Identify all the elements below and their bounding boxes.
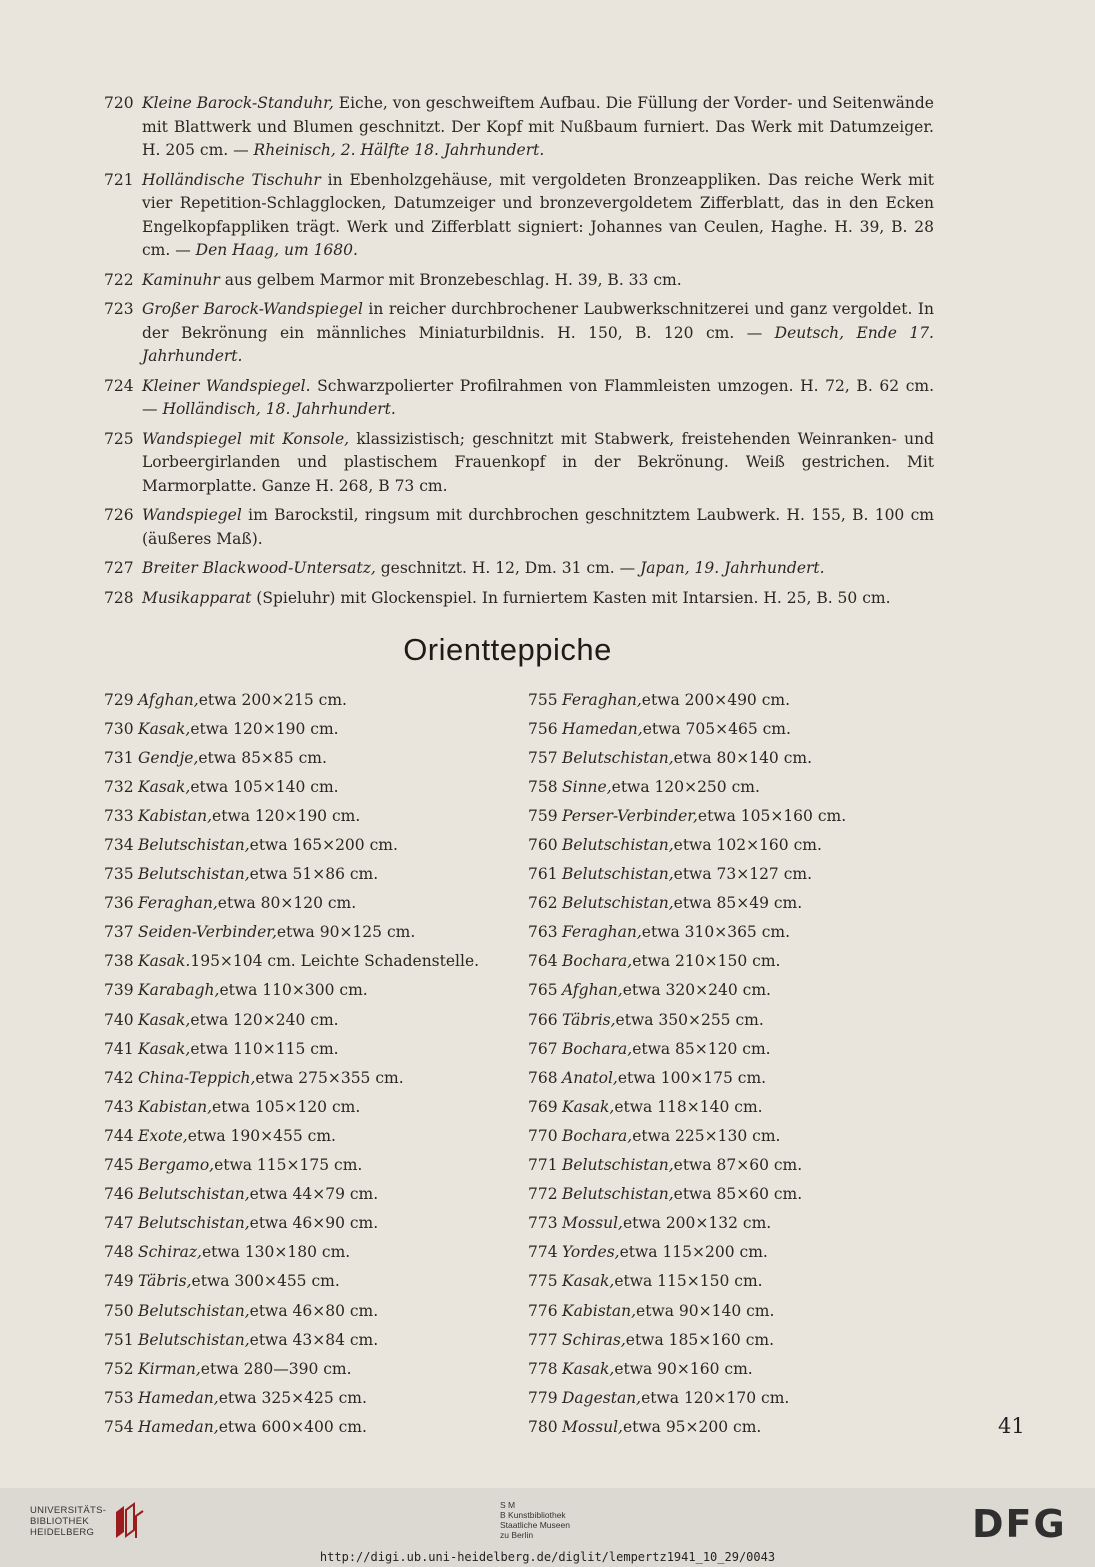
rug-name: Sinne, [562,777,612,796]
rug-name: Belutschistan, [138,1214,250,1233]
rug-item [528,743,928,772]
university-name: UNIVERSITÄTS- BIBLIOTHEK HEIDELBERG [30,1504,107,1538]
rug-number: 780 [528,1417,558,1436]
rug-number: 754 [104,1417,134,1436]
rug-number: 764 [528,952,558,971]
rug-item [104,976,504,1005]
rug-number: 778 [528,1359,558,1378]
rug-name: Dagestan, [562,1388,642,1407]
rug-name: Mossul, [562,1417,623,1436]
entry-number: 727 [104,559,134,577]
rug-number: 749 [104,1272,134,1291]
rug-name: Hamedan, [138,1388,219,1407]
rug-dimensions: etwa 85×60 cm. [673,1185,803,1204]
rug-number: 774 [528,1243,558,1262]
catalog-entry [104,587,934,611]
rug-item [528,1063,928,1092]
source-url[interactable]: http://digi.ub.uni-heidelberg.de/diglit/lempertz1941_10_29/0043 [319,1550,776,1564]
catalog-entry [104,92,934,163]
entry-description: klassizistisch; geschnitzt mit Stabwerk, freistehenden Weinranken- und Lorbeergirlanden und plastischem Frauenkopf in der Bekrönung. Weiß gestrichen. Mit Marmorplatte. Ganze H. 268, B 73 cm. [142,429,934,495]
rug-item [528,1383,928,1412]
rug-dimensions: etwa 110×300 cm. [219,981,368,1000]
rug-item [104,918,504,947]
rug-name: Belutschistan, [138,1301,250,1320]
entry-description: geschnitzt. H. 12, Dm. 31 cm. — [375,559,641,577]
entry-title: Kleine Barock-Standuhr, [142,94,334,112]
catalog-entry [104,169,934,263]
rug-number: 732 [104,777,134,796]
rug-dimensions: etwa 115×175 cm. [214,1156,363,1175]
rug-dimensions: etwa 120×250 cm. [611,777,760,796]
rug-name: Mossul, [562,1214,623,1233]
rug-dimensions: etwa 105×160 cm. [697,806,847,825]
rug-number: 767 [528,1039,558,1058]
entry-title: Wandspiegel mit Konsole, [142,429,350,448]
rug-item [528,1238,928,1267]
rug-item [528,1005,928,1034]
entry-title: Breiter Blackwood-Untersatz, [142,559,376,577]
rug-dimensions: etwa 85×120 cm. [632,1039,771,1058]
rug-name: Yordes, [562,1243,620,1262]
entry-number: 724 [104,376,134,395]
rug-dimensions: etwa 120×190 cm. [212,806,361,825]
entry-origin: Deutsch, Ende 17. Jahrhundert. [142,323,934,365]
rug-dimensions: etwa 600×400 cm. [218,1417,367,1436]
rug-number: 751 [104,1330,134,1349]
rug-name: Afghan, [562,981,623,1000]
rug-number: 763 [528,923,558,942]
rug-item [528,976,928,1005]
entry-text [142,269,934,293]
rug-dimensions: etwa 100×175 cm. [617,1068,767,1087]
rug-item [528,1180,928,1209]
catalog-entry [104,298,934,369]
rug-name: Belutschistan, [562,836,674,855]
rug-number: 769 [528,1097,558,1116]
rug-name: Perser-Verbinder, [562,806,698,825]
rug-name: Täbris, [562,1010,616,1029]
entry-number: 728 [104,588,134,607]
rug-dimensions: etwa 85×85 cm. [198,748,327,767]
entry-origin: Rheinisch, 2. Hälfte 18. Jahrhundert. [253,141,545,159]
rug-number: 734 [104,836,134,855]
rug-item [528,801,928,830]
rug-item [528,772,928,801]
rug-item [104,1383,504,1412]
rug-item [104,889,504,918]
entry-title: Wandspiegel [142,506,242,524]
rug-number: 762 [528,894,558,913]
rug-name: Bochara, [562,1039,633,1058]
rug-item [528,1267,928,1296]
rug-number: 744 [104,1126,134,1145]
rug-item [528,947,928,976]
rug-name: Kasak, [138,719,191,738]
entry-number: 720 [104,94,134,112]
rug-item [104,685,504,714]
university-logo[interactable] [30,1502,146,1540]
rug-item [104,1238,504,1267]
footer-bar [0,1488,1095,1567]
rug-dimensions: 195×104 cm. Leichte Schadenstelle. [190,952,480,971]
dfg-logo[interactable]: DFG [972,1502,1067,1546]
rug-number: 768 [528,1068,558,1087]
rug-item [104,714,504,743]
entry-description: Schwarzpolierter Profilrahmen von Flammleisten umzogen. H. 72, B. 62 cm. — [142,376,934,418]
entry-text [142,504,934,551]
catalog-entries [104,92,934,616]
rug-number: 731 [104,748,134,767]
rug-dimensions: etwa 44×79 cm. [249,1185,379,1204]
entry-number: 725 [104,429,134,448]
rug-name: Schiraz, [138,1243,202,1262]
rug-name: Exote, [138,1126,188,1145]
rug-number: 739 [104,981,134,1000]
rug-number: 745 [104,1156,134,1175]
rug-dimensions: etwa 95×200 cm. [622,1417,762,1436]
rug-item [528,714,928,743]
rug-item [104,947,504,976]
rug-dimensions: etwa 110×115 cm. [190,1039,339,1058]
rug-number: 733 [104,806,134,825]
rug-item [528,1209,928,1238]
rug-number: 730 [104,719,134,738]
entry-origin: Holländisch, 18. Jahrhundert. [162,400,396,418]
rug-dimensions: etwa 105×140 cm. [190,777,339,796]
rug-name: Feraghan, [562,923,642,942]
rug-dimensions: etwa 130×180 cm. [201,1243,351,1262]
catalog-entry [104,375,934,422]
rug-number: 747 [104,1214,134,1233]
rug-number: 771 [528,1156,558,1175]
rug-dimensions: etwa 165×200 cm. [249,836,398,855]
rug-dimensions: etwa 80×140 cm. [673,748,813,767]
rug-number: 775 [528,1272,558,1291]
rug-name: Belutschistan, [562,1185,674,1204]
rug-dimensions: etwa 118×140 cm. [614,1097,763,1116]
entry-title: Musikapparat [142,588,252,607]
rug-item [528,1092,928,1121]
rug-item [104,1092,504,1121]
rug-item [104,801,504,830]
rug-dimensions: etwa 300×455 cm. [191,1272,340,1291]
rug-number: 750 [104,1301,134,1320]
rug-name: Kasak, [562,1359,615,1378]
rug-name: Hamedan, [138,1417,219,1436]
rug-dimensions: etwa 90×160 cm. [614,1359,753,1378]
entry-description: (Spieluhr) mit Glockenspiel. In furniertem Kasten mit Intarsien. H. 25, B. 50 cm. [251,588,891,607]
rug-item [104,1354,504,1383]
entry-origin: Japan, 19. Jahrhundert. [640,559,825,577]
rug-dimensions: etwa 85×49 cm. [673,894,803,913]
rug-number: 759 [528,806,558,825]
entry-title: Großer Barock-Wandspiegel [142,300,363,318]
university-seal-icon [112,1502,146,1540]
rug-number: 777 [528,1330,558,1349]
rug-name: Täbris, [138,1272,192,1291]
entry-description: im Barockstil, ringsum mit durchbrochen geschnitztem Laubwerk. H. 155, B. 100 cm (äußeres Maß). [142,506,934,548]
rug-dimensions: etwa 350×255 cm. [615,1010,764,1029]
rug-item [528,1412,928,1441]
rug-number: 755 [528,690,558,709]
rug-name: Bochara, [562,952,633,971]
entry-text [142,428,934,499]
rug-name: Kasak, [562,1097,615,1116]
rug-number: 765 [528,981,558,1000]
entry-text [142,169,934,263]
rug-number: 729 [104,690,134,709]
rug-dimensions: etwa 280—390 cm. [200,1359,352,1378]
entry-text [142,92,934,163]
rug-item [104,772,504,801]
rug-dimensions: etwa 43×84 cm. [249,1330,379,1349]
rug-dimensions: etwa 73×127 cm. [673,865,813,884]
rug-item [528,918,928,947]
rug-item [104,1063,504,1092]
rug-item [104,1180,504,1209]
entry-title: Kaminuhr [142,270,220,289]
rug-item [104,830,504,859]
rug-name: China-Teppich, [138,1068,256,1087]
entry-text [142,298,934,369]
entry-number: 723 [104,300,134,318]
rug-item [528,860,928,889]
rug-item [528,1325,928,1354]
rug-dimensions: etwa 200×215 cm. [198,690,347,709]
rug-item [104,1005,504,1034]
rug-name: Belutschistan, [138,836,250,855]
rug-dimensions: etwa 225×130 cm. [632,1126,781,1145]
rug-item [528,830,928,859]
rug-number: 742 [104,1068,134,1087]
rug-dimensions: etwa 105×120 cm. [212,1097,361,1116]
rug-dimensions: etwa 325×425 cm. [218,1388,367,1407]
rug-item [104,1034,504,1063]
rug-dimensions: etwa 46×90 cm. [249,1214,379,1233]
rug-name: Belutschistan, [562,1156,674,1175]
rug-dimensions: etwa 200×490 cm. [641,690,791,709]
rug-number: 752 [104,1359,134,1378]
rug-number: 737 [104,923,134,942]
library-stamp: S M B Kunstbibliothek Staatliche Museen zu Berlin [500,1500,570,1540]
rug-name: Belutschistan, [138,1185,250,1204]
entry-text [142,375,934,422]
rug-number: 748 [104,1243,134,1262]
entry-text [142,557,934,581]
catalog-entry [104,269,934,293]
entry-number: 722 [104,270,134,289]
rug-name: Kasak, [138,1010,191,1029]
rug-item [104,1325,504,1354]
rug-dimensions: etwa 120×170 cm. [641,1388,790,1407]
rug-name: Kasak, [138,777,191,796]
rug-name: Kirman, [138,1359,201,1378]
rug-number: 779 [528,1388,558,1407]
entry-origin: Den Haag, um 1680. [195,241,358,259]
rug-dimensions: etwa 705×465 cm. [642,719,791,738]
rug-number: 735 [104,865,134,884]
rug-number: 770 [528,1126,558,1145]
rug-number: 743 [104,1097,134,1116]
rug-dimensions: etwa 120×240 cm. [190,1010,339,1029]
rug-number: 736 [104,894,134,913]
rug-number: 741 [104,1039,134,1058]
rug-name: Afghan, [138,690,199,709]
rug-number: 753 [104,1388,134,1407]
entry-title: Kleiner Wandspiegel. [142,376,311,395]
rug-name: Belutschistan, [138,865,250,884]
rug-name: Karabagh, [138,981,220,1000]
section-title: Orientteppiche [403,632,612,667]
rug-number: 760 [528,836,558,855]
rug-number: 758 [528,777,558,796]
rug-dimensions: etwa 102×160 cm. [673,836,822,855]
rug-item [528,889,928,918]
rug-item [528,1296,928,1325]
rug-dimensions: etwa 46×80 cm. [249,1301,379,1320]
rug-item [104,1209,504,1238]
rug-number: 772 [528,1185,558,1204]
rug-item [104,1412,504,1441]
entry-number: 721 [104,170,134,189]
rug-number: 740 [104,1010,134,1029]
entry-number: 726 [104,506,134,524]
rug-dimensions: etwa 90×140 cm. [636,1301,775,1320]
rug-item [104,743,504,772]
rug-number: 746 [104,1185,134,1204]
rug-dimensions: etwa 80×120 cm. [217,894,357,913]
rug-name: Gendje, [138,748,199,767]
rug-dimensions: etwa 115×200 cm. [619,1243,768,1262]
rug-name: Kabistan, [138,1097,213,1116]
rug-dimensions: etwa 190×455 cm. [187,1126,336,1145]
rug-item [104,1121,504,1150]
rug-dimensions: etwa 200×132 cm. [622,1214,772,1233]
rug-dimensions: etwa 87×60 cm. [673,1156,803,1175]
catalog-entry [104,504,934,551]
page-number: 41 [998,1414,1025,1438]
entry-description: in Ebenholzgehäuse, mit vergoldeten Bronzeappliken. Das reiche Werk mit vier Repetition-Schlagglocken, Datumzeiger und bronzevergoldetem Zifferblatt, das in den Ecken Engelkopfappliken trägt. Werk und Zifferblatt signiert: Johannes van Ceulen, Haghe. H. 39, B. 28 cm. — [142,170,934,259]
catalog-entry [104,557,934,581]
rug-dimensions: etwa 90×125 cm. [276,923,416,942]
rug-number: 773 [528,1214,558,1233]
rug-name: Bochara, [562,1126,633,1145]
rug-name: Kasak, [138,1039,191,1058]
rug-item [528,1354,928,1383]
rug-item [528,1034,928,1063]
rug-number: 756 [528,719,558,738]
rug-dimensions: etwa 210×150 cm. [632,952,781,971]
rug-dimensions: etwa 120×190 cm. [190,719,339,738]
rug-name: Belutschistan, [562,865,674,884]
rug-item [104,1267,504,1296]
rug-number: 761 [528,865,558,884]
entry-title: Holländische Tischuhr [142,170,321,189]
rug-name: Kasak. [138,952,191,971]
rug-name: Kabistan, [562,1301,637,1320]
catalog-entry [104,428,934,499]
rug-number: 738 [104,952,134,971]
rug-item [528,1121,928,1150]
rug-number: 766 [528,1010,558,1029]
rug-dimensions: etwa 320×240 cm. [622,981,771,1000]
rug-name: Seiden-Verbinder, [138,923,277,942]
rug-list-right [528,685,928,1441]
rug-name: Feraghan, [138,894,218,913]
rug-item [104,860,504,889]
rug-name: Bergamo, [138,1156,215,1175]
rug-dimensions: etwa 185×160 cm. [625,1330,775,1349]
rug-name: Anatol, [562,1068,618,1087]
entry-description: in reicher durchbrochener Laubwerkschnitzerei und ganz vergoldet. In der Bekrönung ein männliches Miniaturbildnis. H. 150, B. 120 cm. — [142,300,935,342]
rug-item [528,685,928,714]
rug-dimensions: etwa 275×355 cm. [255,1068,404,1087]
rug-name: Belutschistan, [562,894,674,913]
rug-number: 757 [528,748,558,767]
rug-name: Hamedan, [562,719,643,738]
rug-dimensions: etwa 310×365 cm. [641,923,791,942]
rug-list-left [104,685,504,1441]
rug-name: Belutschistan, [138,1330,250,1349]
entry-description: aus gelbem Marmor mit Bronzebeschlag. H. 39, B. 33 cm. [219,270,682,289]
rug-name: Belutschistan, [562,748,674,767]
entry-text [142,587,934,611]
rug-item [104,1151,504,1180]
rug-name: Schiras, [562,1330,626,1349]
rug-dimensions: etwa 115×150 cm. [614,1272,763,1291]
rug-name: Kasak, [562,1272,615,1291]
entry-description: Eiche, von geschweiftem Aufbau. Die Füllung der Vorder- und Seitenwände mit Blattwerk und Blumen geschnitzt. Der Kopf mit Nußbaum furniert. Das Werk mit Datumzeiger. H. 205 cm. — [142,94,934,159]
rug-dimensions: etwa 51×86 cm. [249,865,379,884]
rug-number: 776 [528,1301,558,1320]
rug-item [528,1151,928,1180]
rug-name: Feraghan, [562,690,642,709]
rug-name: Kabistan, [138,806,213,825]
rug-item [104,1296,504,1325]
